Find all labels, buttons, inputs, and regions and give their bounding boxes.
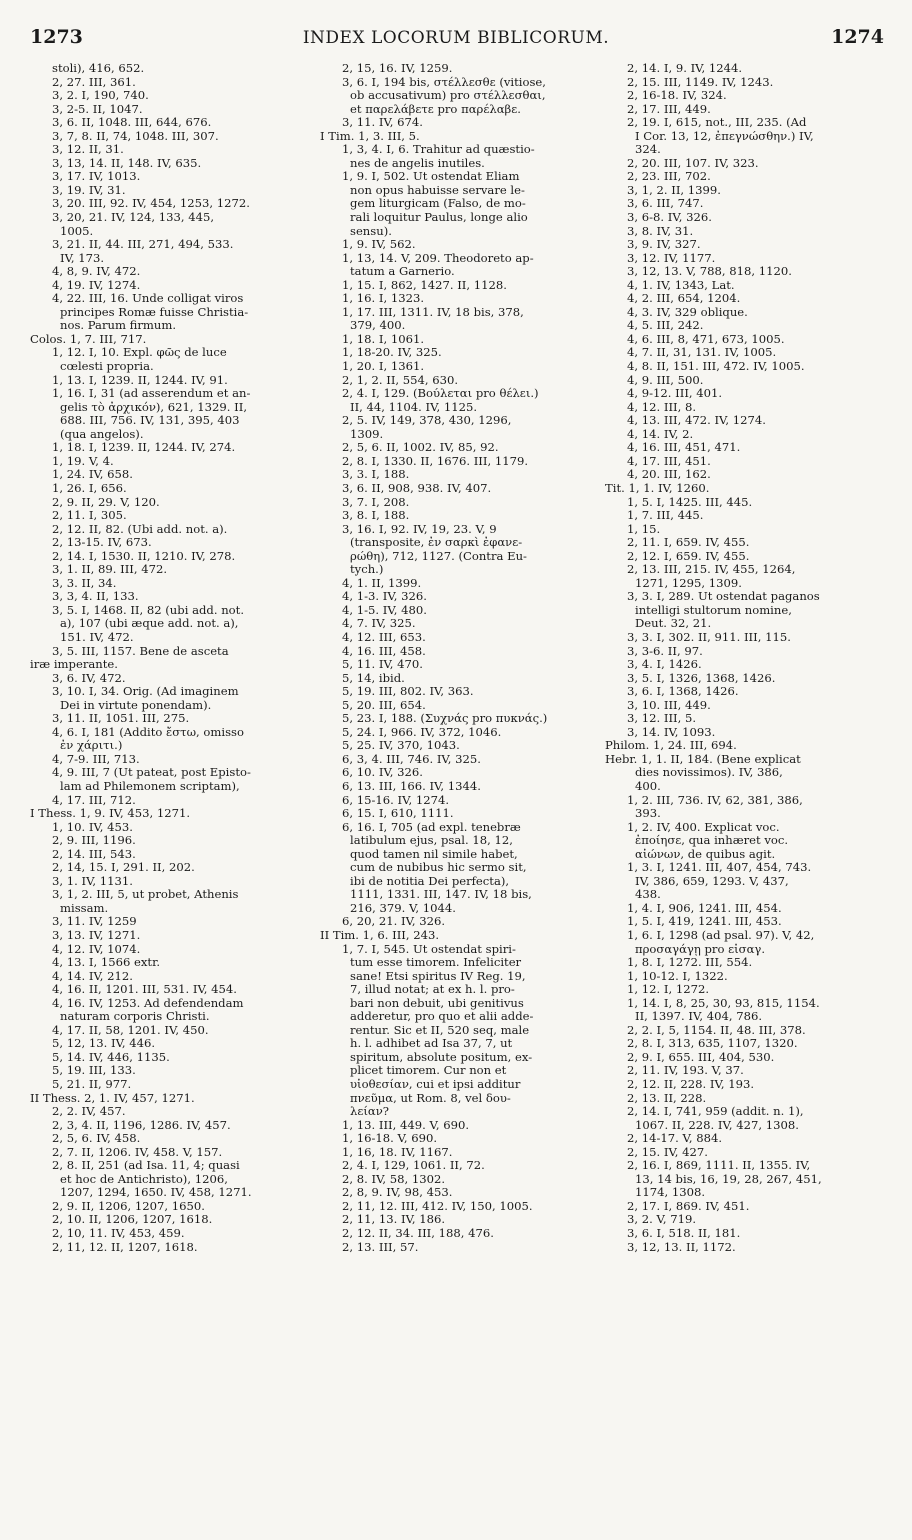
index-entry-line: 3, 7, 8. II, 74, 1048. III, 307. (52, 129, 219, 143)
index-entry-line: 2, 11. I, 659. IV, 455. (627, 536, 750, 550)
index-entry-line: 3, 2. I, 190, 740. (52, 89, 149, 103)
index-entry-line: 3, 3. I, 302. II, 911. III, 115. (627, 630, 791, 644)
page-number-right: 1274 (831, 26, 884, 48)
index-entry-line: 1, 12. I, 1272. (627, 983, 710, 997)
index-entry-line: gelis τὸ ἀρχικόν), 621, 1329. II, (60, 400, 248, 414)
index-entry-line: 379, 400. (350, 319, 406, 333)
index-entry-line: 2, 8. I, 313, 635, 1107, 1320. (627, 1037, 798, 1051)
index-entry-line: 3, 1, 2. II, 1399. (627, 183, 721, 197)
index-entry-line: 3, 6. III, 747. (627, 197, 704, 211)
page-header (0, 26, 912, 56)
index-entry-line: 1005. (60, 224, 94, 238)
index-entry-line: 1, 6. I, 1298 (ad psal. 97). V, 42, (627, 929, 815, 942)
index-entry-line: 4, 7. IV, 325. (342, 617, 416, 631)
index-entry-line: 2, 11, 12. II, 1207, 1618. (52, 1240, 198, 1254)
index-entry-line: 2, 12. II, 34. III, 188, 476. (342, 1227, 494, 1241)
index-entry-line: 4, 13. III, 472. IV, 1274. (627, 414, 766, 428)
index-entry-line: 2, 3, 4. II, 1196, 1286. IV, 457. (52, 1118, 231, 1132)
index-entry-line: 216, 379. V, 1044. (350, 901, 456, 915)
index-entry-line: 2, 8. IV, 58, 1302. (342, 1172, 446, 1186)
index-entry-line: 3, 13, 14. II, 148. IV, 635. (52, 156, 202, 170)
index-entry-line: latibulum ejus, psal. 18, 12, (350, 834, 513, 848)
index-entry-line: 1309. (350, 427, 384, 441)
index-entry-line: gem liturgicam (Falso, de mo- (350, 197, 526, 211)
index-entry-line: 3, 8. I, 188. (342, 509, 410, 523)
index-entry-line: 1, 5. I, 1425. III, 445. (627, 495, 753, 509)
index-entry-line: 1, 13. I, 1239. II, 1244. IV, 91. (52, 373, 228, 387)
index-entry-line: 3, 10. I, 34. Orig. (Ad imaginem (52, 685, 239, 699)
index-entry-line: 2, 17. I, 869. IV, 451. (627, 1199, 750, 1213)
index-entry-line: 1, 16. I, 1323. (342, 292, 425, 306)
index-entry-line: 2, 12. II, 82. (Ubi add. not. a). (52, 522, 228, 536)
index-entry-line: 3, 1, 2. III, 5, ut probet, Athenis (52, 888, 239, 902)
index-entry-line: 4, 9. III, 500. (627, 373, 704, 387)
index-entry-line: 6, 20, 21. IV, 326. (342, 915, 446, 929)
index-entry-line: 3, 12, 13. II, 1172. (627, 1240, 736, 1254)
index-entry-line: 1, 10-12. I, 1322. (627, 969, 728, 983)
index-entry-line: 1, 3. I, 1241. III, 407, 454, 743. (627, 861, 812, 875)
index-entry-line: II, 44, 1104. IV, 1125. (350, 400, 478, 414)
index-entry-line: Tit. 1, 1. IV, 1260. (605, 481, 710, 495)
index-entry-line: 6, 15. I, 610, 1111. (342, 807, 454, 821)
index-column-2 (320, 62, 612, 1532)
index-entry-line: Philom. 1, 24. III, 694. (605, 739, 737, 753)
index-entry-line: 3, 3. I, 188. (342, 468, 410, 482)
index-entry-line: 2, 15. III, 1149. IV, 1243. (627, 75, 774, 89)
index-entry-line: dies novissimos). IV, 386, (635, 766, 783, 780)
index-entry-line: 2, 20. III, 107. IV, 323. (627, 156, 759, 170)
index-entry-line: 1, 2. III, 736. IV, 62, 381, 386, (627, 793, 803, 807)
index-entry-line: 1, 5. I, 419, 1241. III, 453. (627, 915, 782, 929)
index-entry-line: 324. (635, 143, 661, 157)
index-entry-line: Colos. 1, 7. III, 717. (30, 332, 147, 346)
index-entry-line: 3, 14. IV, 1093. (627, 725, 716, 739)
index-entry-line: IV, 386, 659, 1293. V, 437, (635, 874, 789, 888)
index-entry-line: 5, 25. IV, 370, 1043. (342, 739, 460, 753)
index-entry-line: 2, 13. III, 57. (342, 1240, 419, 1254)
index-entry-line: 688. III, 756. IV, 131, 395, 403 (60, 414, 240, 428)
index-entry-line: intelligi stultorum nomine, (635, 603, 792, 617)
index-entry-line: 1, 26. I, 656. (52, 481, 127, 495)
index-entry-line: 1, 10. IV, 453. (52, 820, 133, 834)
index-entry-line: II Tim. 1, 6. III, 243. (320, 929, 440, 942)
index-entry-line: 3, 8. IV, 31. (627, 224, 694, 238)
index-entry-line: 2, 2. I, 5, 1154. II, 48. III, 378. (627, 1023, 806, 1037)
index-entry-line: 3, 6. II, 1048. III, 644, 676. (52, 116, 212, 130)
index-entry-line: 3, 3, 4. II, 133. (52, 590, 139, 604)
index-entry-line: 3, 11. II, 1051. III, 275. (52, 712, 190, 726)
index-entry-line: πνεῦμα, ut Rom. 8, vel δου- (350, 1091, 511, 1105)
index-entry-line: spiritum, absolute positum, ex- (350, 1050, 533, 1064)
index-entry-line: 2, 16. I, 869, 1111. II, 1355. IV, (627, 1159, 811, 1173)
index-entry-line: 4, 6. I, 181 (Addito ἔστω, omisso (52, 725, 244, 739)
index-entry-line: 1, 15. (627, 522, 661, 536)
index-entry-line: 1, 13, 14. V, 209. Theodoreto ap- (342, 251, 534, 265)
index-entry-line: 3, 13. IV, 1271. (52, 929, 141, 942)
index-entry-line: nos. Parum firmum. (60, 319, 177, 333)
index-entry-line: 2, 14. I, 741, 959 (addit. n. 1), (627, 1105, 804, 1119)
index-entry-line: 4, 17. II, 58, 1201. IV, 450. (52, 1023, 209, 1037)
index-entry-line: 3, 12. III, 5. (627, 712, 697, 726)
index-entry-line: 2, 14. III, 543. (52, 847, 136, 861)
index-entry-line: 4, 14. IV, 2. (627, 427, 694, 441)
index-entry-line: 3, 4. I, 1426. (627, 658, 702, 672)
index-entry-line: 3, 12. II, 31. (52, 143, 124, 157)
index-entry-line: 151. IV, 472. (60, 630, 134, 644)
index-entry-line: 2, 9. II, 29. V, 120. (52, 495, 160, 509)
index-entry-line: 6, 13. III, 166. IV, 1344. (342, 779, 481, 793)
index-entry-line: 5, 12, 13. IV, 446. (52, 1037, 156, 1051)
index-entry-line: 3, 6. I, 518. II, 181. (627, 1227, 741, 1241)
index-entry-line: 6, 15-16. IV, 1274. (342, 793, 450, 807)
index-entry-line: 2, 8. II, 251 (ad Isa. 11, 4; quasi (52, 1159, 240, 1173)
index-entry-line: 1067. II, 228. IV, 427, 1308. (635, 1118, 799, 1132)
index-entry-line: 2, 13. II, 228. (627, 1091, 707, 1105)
index-entry-line: iræ imperante. (30, 658, 118, 672)
index-entry-line: a), 107 (ubi æque add. not. a), (60, 617, 239, 631)
index-entry-line: 4, 16. II, 1201. III, 531. IV, 454. (52, 983, 237, 997)
index-entry-line: (qua angelos). (60, 427, 144, 441)
index-entry-line: 2, 14. I, 9. IV, 1244. (627, 62, 743, 75)
index-entry-line: 1, 7. I, 545. Ut ostendat spiri- (342, 942, 516, 956)
index-entry-line: 4, 22. III, 16. Unde colligat viros (52, 292, 244, 306)
index-entry-line: 1, 4. I, 906, 1241. III, 454. (627, 901, 782, 915)
index-entry-line: 1, 16. I, 31 (ad asserendum et an- (52, 387, 251, 401)
index-entry-line: 1, 18. I, 1239. II, 1244. IV, 274. (52, 441, 236, 455)
index-entry-line: adderetur, pro quo et alii adde- (350, 1010, 534, 1024)
index-entry-line: 1, 13. III, 449. V, 690. (342, 1118, 470, 1132)
index-entry-line: 2, 7. II, 1206. IV, 458. V, 157. (52, 1145, 223, 1159)
index-entry-line: 1, 16, 18. IV, 1167. (342, 1145, 453, 1159)
index-entry-line: 1111, 1331. III, 147. IV, 18 bis, (350, 888, 532, 902)
index-entry-line: 5, 21. II, 977. (52, 1078, 132, 1092)
index-column-1 (30, 62, 322, 1532)
index-entry-line: 1, 15. I, 862, 1427. II, 1128. (342, 278, 507, 292)
index-entry-line: 2, 4. I, 129. (Βούλεται pro θέλει.) (342, 387, 539, 401)
index-column-3 (605, 62, 895, 1532)
index-entry-line: cœlesti propria. (60, 360, 154, 374)
index-entry-line: 3, 1. IV, 1131. (52, 874, 133, 888)
index-entry-line: 3, 20, 21. IV, 124, 133, 445, (52, 211, 215, 225)
index-entry-line: 4, 16. III, 451, 471. (627, 441, 741, 455)
index-entry-line: 1, 17. III, 1311. IV, 18 bis, 378, (342, 305, 524, 319)
index-entry-line: 4, 6. III, 8, 471, 673, 1005. (627, 332, 785, 346)
index-entry-line: 2, 9. I, 655. III, 404, 530. (627, 1050, 775, 1064)
index-entry-line: 7, illud notat; at ex h. l. pro- (350, 983, 515, 997)
index-entry-line: 5, 24. I, 966. IV, 372, 1046. (342, 725, 502, 739)
index-entry-line: 4, 7. II, 31, 131. IV, 1005. (627, 346, 777, 360)
index-entry-line: 4, 17. III, 712. (52, 793, 136, 807)
index-entry-line: 2, 10. II, 1206, 1207, 1618. (52, 1213, 213, 1227)
index-entry-line: 3, 1. II, 89. III, 472. (52, 563, 168, 577)
index-entry-line: 3, 2-5. II, 1047. (52, 102, 143, 116)
index-entry-line: cum de nubibus hic sermo sit, (350, 861, 527, 875)
index-entry-line: 13, 14 bis, 16, 19, 28, 267, 451, (635, 1172, 822, 1186)
index-entry-line: 2, 2. IV, 457. (52, 1105, 126, 1119)
index-entry-line: 1, 18-20. IV, 325. (342, 346, 442, 360)
index-entry-line: rentur. Sic et II, 520 seq, male (350, 1023, 530, 1037)
index-entry-line: tatum a Garnerio. (350, 265, 455, 279)
index-entry-line: 3, 10. III, 449. (627, 698, 711, 712)
index-entry-line: 2, 9. III, 1196. (52, 834, 136, 848)
index-entry-line: 3, 3. I, 289. Ut ostendat paganos (627, 590, 820, 604)
index-entry-line: 3, 5. I, 1468. II, 82 (ubi add. not. (52, 603, 245, 617)
index-entry-line: 4, 8, 9. IV, 472. (52, 265, 141, 279)
index-entry-line: 3, 12, 13. V, 788, 818, 1120. (627, 265, 792, 279)
index-entry-line: 3, 2. V, 719. (627, 1213, 697, 1227)
index-entry-line: 3, 3-6. II, 97. (627, 644, 703, 658)
index-entry-line: 3, 19. IV, 31. (52, 183, 126, 197)
index-entry-line: (transposite, ἐν σαρκὶ ἐφανε- (350, 536, 523, 550)
index-entry-line: 2, 8, 9. IV, 98, 453. (342, 1186, 453, 1200)
index-entry-line: 1, 19. V, 4. (52, 454, 114, 468)
index-entry-line: Deut. 32, 21. (635, 617, 712, 631)
index-entry-line: 3, 11. IV, 674. (342, 116, 423, 130)
index-entry-line: 6, 10. IV, 326. (342, 766, 423, 780)
index-entry-line: 2, 5. IV, 149, 378, 430, 1296, (342, 414, 512, 428)
index-entry-line: II Thess. 2, 1. IV, 457, 1271. (30, 1091, 195, 1105)
index-entry-line: 1207, 1294, 1650. IV, 458, 1271. (60, 1186, 252, 1200)
index-entry-line: υἱοθεσίαν, cui et ipsi additur (350, 1078, 521, 1092)
index-entry-line: 1, 20. I, 1361. (342, 360, 425, 374)
index-entry-line: et hoc de Antichristo), 1206, (60, 1172, 228, 1186)
index-entry-line: 4, 20. III, 162. (627, 468, 711, 482)
index-entry-line: 3, 9. IV, 327. (627, 238, 701, 252)
index-entry-line: 2, 14. I, 1530. II, 1210. IV, 278. (52, 549, 236, 563)
index-entry-line: 1, 2. IV, 400. Explicat voc. (627, 820, 780, 834)
index-entry-line: 4, 2. III, 654, 1204. (627, 292, 741, 306)
index-entry-line: lam ad Philemonem scriptam), (60, 779, 240, 793)
index-entry-line: 1, 12. I, 10. Expl. φῶς de luce (52, 346, 227, 360)
index-entry-line: 2, 12. I, 659. IV, 455. (627, 549, 750, 563)
index-entry-line: 1, 9. I, 502. Ut ostendat Eliam (342, 170, 520, 184)
index-entry-line: 1, 16-18. V, 690. (342, 1132, 438, 1146)
index-entry-line: 5, 14, ibid. (342, 671, 405, 685)
index-entry-line: 4, 9. III, 7 (Ut pateat, post Episto- (52, 766, 251, 780)
index-entry-line: 6, 16. I, 705 (ad expl. tenebræ (342, 820, 521, 834)
index-entry-line: plicet timorem. Cur non et (350, 1064, 507, 1078)
index-entry-line: Dei in virtute ponendam). (60, 698, 212, 712)
index-entry-line: 3, 11. IV, 1259 (52, 915, 137, 929)
index-entry-line: sane! Etsi spiritus IV Reg. 19, (350, 969, 526, 983)
index-entry-line: rali loquitur Paulus, longe alio (350, 211, 528, 225)
index-entry-line: 5, 20. III, 654. (342, 698, 426, 712)
index-entry-line: 4, 17. III, 451. (627, 454, 711, 468)
index-entry-line: II, 1397. IV, 404, 786. (635, 1010, 763, 1024)
running-title: INDEX LOCORUM BIBLICORUM. (302, 28, 610, 48)
index-entry-line: missam. (60, 901, 109, 915)
index-entry-line: 2, 13. III, 215. IV, 455, 1264, (627, 563, 796, 577)
index-entry-line: 3, 7. I, 208. (342, 495, 410, 509)
index-entry-line: 4, 12. III, 8. (627, 400, 697, 414)
index-entry-line: 3, 6-8. IV, 326. (627, 211, 712, 225)
index-entry-line: 2, 5, 6. IV, 458. (52, 1132, 141, 1146)
index-entry-line: 1, 9. IV, 562. (342, 238, 416, 252)
index-entry-line: 2, 27. III, 361. (52, 75, 136, 89)
index-entry-line: 2, 15. IV, 427. (627, 1145, 708, 1159)
index-entry-line: 5, 19. III, 133. (52, 1064, 136, 1078)
index-entry-line: 2, 9. II, 1206, 1207, 1650. (52, 1199, 205, 1213)
index-entry-line: 4, 16. IV, 1253. Ad defendendam (52, 996, 244, 1010)
index-entry-line: 2, 8. I, 1330. II, 1676. III, 1179. (342, 454, 529, 468)
index-entry-line: 2, 17. III, 449. (627, 102, 711, 116)
index-entry-line: 4, 12. IV, 1074. (52, 942, 141, 956)
index-entry-line: 4, 3. IV, 329 oblique. (627, 305, 748, 319)
index-entry-line: et παρελάβετε pro παρέλαβε. (350, 102, 521, 116)
index-entry-line: 2, 10, 11. IV, 453, 459. (52, 1227, 185, 1241)
index-entry-line: 5, 11. IV, 470. (342, 658, 423, 672)
index-entry-line: non opus habuisse servare le- (350, 183, 525, 197)
index-entry-line: 3, 17. IV, 1013. (52, 170, 141, 184)
index-entry-line: h. l. adhibet ad Isa 37, 7, ut (350, 1037, 513, 1051)
index-entry-line: 3, 6. I, 194 bis, στέλλεσθε (vitiose, (342, 75, 546, 89)
index-entry-line: 1, 14. I, 8, 25, 30, 93, 815, 1154. (627, 996, 820, 1010)
index-entry-line: I Cor. 13, 12, ἐπεγνώσθην.) IV, (635, 129, 814, 143)
index-entry-line: 2, 23. III, 702. (627, 170, 711, 184)
index-entry-line: 3, 16. I, 92. IV, 19, 23. V, 9 (342, 522, 497, 536)
index-entry-line: 5, 14. IV, 446, 1135. (52, 1050, 170, 1064)
index-entry-line: nes de angelis inutiles. (350, 156, 485, 170)
index-entry-line: 3, 20. III, 92. IV, 454, 1253, 1272. (52, 197, 250, 211)
index-entry-line: 1, 7. III, 445. (627, 509, 704, 523)
index-entry-line: Hebr. 1, 1. II, 184. (Bene explicat (605, 752, 801, 766)
index-entry-line: 4, 9-12. III, 401. (627, 387, 723, 401)
index-entry-line: bari non debuit, ubi genitivus (350, 996, 524, 1010)
index-entry-line: 1, 18. I, 1061. (342, 332, 425, 346)
index-entry-line: 2, 14, 15. I, 291. II, 202. (52, 861, 195, 875)
index-entry-line: tych.) (350, 563, 384, 577)
index-entry-line: 2, 16-18. IV, 324. (627, 89, 727, 103)
index-entry-line: 400. (635, 779, 661, 793)
index-entry-line: 2, 19. I, 615, not., III, 235. (Ad (627, 116, 807, 130)
index-entry-line: 3, 12. IV, 1177. (627, 251, 716, 265)
index-entry-line: προσαγάγῃ pro εἰσαγ. (635, 942, 766, 956)
index-entry-line: tum esse timorem. Infeliciter (350, 956, 522, 970)
index-entry-line: 2, 11, 12. III, 412. IV, 150, 1005. (342, 1199, 533, 1213)
index-entry-line: sensu). (350, 224, 392, 238)
index-entry-line: 4, 12. III, 653. (342, 630, 426, 644)
index-entry-line: 1174, 1308. (635, 1186, 706, 1200)
index-entry-line: 4, 7-9. III, 713. (52, 752, 140, 766)
index-entry-line: 2, 5, 6. II, 1002. IV, 85, 92. (342, 441, 499, 455)
index-entry-line: 3, 3. II, 34. (52, 576, 117, 590)
index-entry-line: 3, 6. II, 908, 938. IV, 407. (342, 481, 492, 495)
index-entry-line: naturam corporis Christi. (60, 1010, 210, 1024)
index-entry-line: 4, 1-3. IV, 326. (342, 590, 427, 604)
index-entry-line: 2, 14-17. V, 884. (627, 1132, 723, 1146)
index-entry-line: 1, 8. I, 1272. III, 554. (627, 956, 753, 970)
index-entry-line: 1271, 1295, 1309. (635, 576, 742, 590)
index-entry-line: ob accusativum) pro στέλλεσθαι, (350, 89, 546, 103)
index-entry-line: 4, 1. II, 1399. (342, 576, 422, 590)
index-entry-line: 5, 19. III, 802. IV, 363. (342, 685, 474, 699)
index-entry-line: 2, 1, 2. II, 554, 630. (342, 373, 459, 387)
index-entry-line: 3, 6. IV, 472. (52, 671, 126, 685)
index-entry-line: αἰώνων, de quibus agit. (635, 847, 776, 861)
index-entry-line: stoli), 416, 652. (52, 62, 145, 75)
index-entry-line: 4, 5. III, 242. (627, 319, 704, 333)
index-entry-line: I Tim. 1, 3. III, 5. (320, 129, 420, 143)
index-entry-line: 2, 11. I, 305. (52, 509, 127, 523)
index-entry-line: 2, 11, 13. IV, 186. (342, 1213, 446, 1227)
index-entry-line: 4, 8. II, 151. III, 472. IV, 1005. (627, 360, 805, 374)
index-entry-line: ἐποίησε, qua inhæret voc. (635, 834, 789, 848)
index-entry-line: ἐν χάριτι.) (60, 739, 123, 753)
index-entry-line: 2, 12. II, 228. IV, 193. (627, 1078, 755, 1092)
index-entry-line: 2, 4. I, 129, 1061. II, 72. (342, 1159, 485, 1173)
index-entry-line: 438. (635, 888, 661, 902)
index-entry-line: IV, 173. (60, 251, 105, 265)
index-entry-line: quod tamen nil simile habet, (350, 847, 518, 861)
index-entry-line: 1, 3, 4. I, 6. Trahitur ad quæstio- (342, 143, 535, 157)
index-entry-line: 4, 1-5. IV, 480. (342, 603, 427, 617)
index-entry-line: 2, 13-15. IV, 673. (52, 536, 152, 550)
index-entry-line: 4, 16. III, 458. (342, 644, 426, 658)
index-entry-line: 3, 6. I, 1368, 1426. (627, 685, 739, 699)
index-entry-line: 4, 13. I, 1566 extr. (52, 956, 161, 970)
index-entry-line: 2, 15, 16. IV, 1259. (342, 62, 453, 75)
index-entry-line: 5, 23. I, 188. (Συχνάς pro πυκνάς.) (342, 712, 548, 726)
index-entry-line: 393. (635, 807, 661, 821)
index-entry-line: principes Romæ fuisse Christia- (60, 305, 249, 319)
index-entry-line: ibi de notitia Dei perfecta), (350, 874, 510, 888)
index-entry-line: 1, 24. IV, 658. (52, 468, 133, 482)
index-entry-line: 4, 19. IV, 1274. (52, 278, 141, 292)
index-entry-line: 4, 1. IV, 1343, Lat. (627, 278, 735, 292)
page-number-left: 1273 (30, 26, 83, 48)
index-entry-line: 4, 14. IV, 212. (52, 969, 133, 983)
index-entry-line: 2, 11. IV, 193. V, 37. (627, 1064, 744, 1078)
index-entry-line: 3, 5. III, 1157. Bene de asceta (52, 644, 229, 658)
index-entry-line: 3, 5. I, 1326, 1368, 1426. (627, 671, 776, 685)
index-entry-line: 3, 21. II, 44. III, 271, 494, 533. (52, 238, 234, 252)
index-entry-line: ρώθη), 712, 1127. (Contra Eu- (350, 549, 527, 563)
index-entry-line: I Thess. 1, 9. IV, 453, 1271. (30, 807, 191, 821)
index-entry-line: 6, 3, 4. III, 746. IV, 325. (342, 752, 481, 766)
index-entry-line: λείαν? (350, 1105, 389, 1119)
